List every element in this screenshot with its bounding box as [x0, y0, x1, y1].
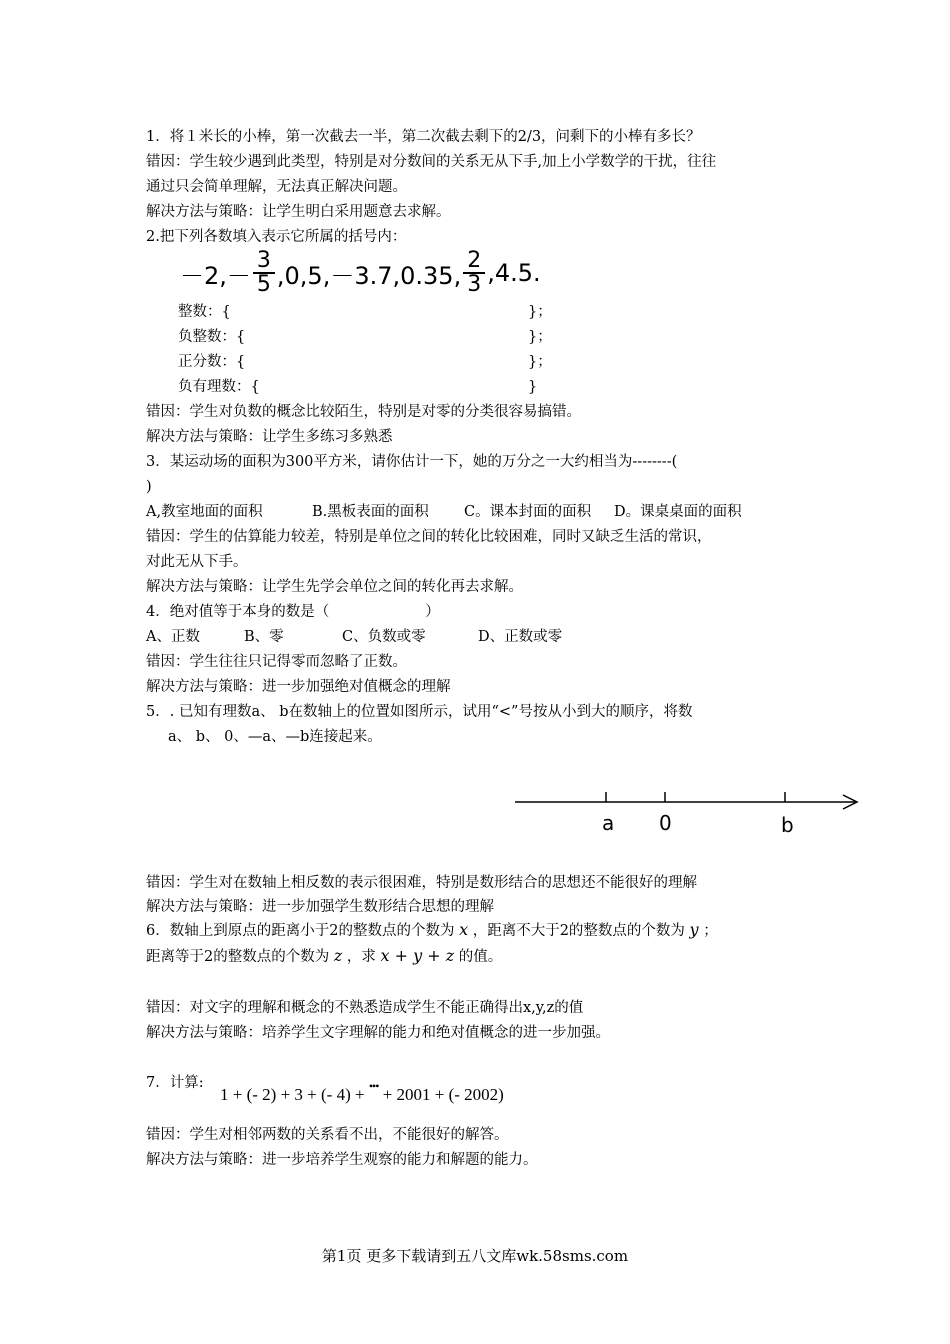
q4-error: 错因：学生往往只记得零而忽略了正数。 — [146, 654, 407, 670]
q5-error: 错因：学生对在数轴上相反数的表示很困难，特别是数形结合的思想还不能很好的理解 — [146, 875, 697, 891]
q7-expression-left: 1 + (- 2) + 3 + (- 4) + — [220, 1085, 365, 1104]
q4-question-text: 4．绝对值等于本身的数是（ — [146, 604, 330, 620]
q4-option-d: D、正数或零 — [478, 629, 563, 645]
q3-strategy: 解决方法与策略：让学生先学会单位之间的转化再去求解。 — [146, 579, 523, 595]
q3-question-line1: 3．某运动场的面积为300平方米，请你估计一下，她的万分之一大约相当为--------( — [146, 454, 678, 470]
variable-x: x — [459, 920, 469, 939]
category-integers-label: 整数：{ — [178, 304, 231, 320]
q6-text-part4: 距离等于2的整数点的个数为 — [146, 949, 330, 965]
q5-strategy: 解决方法与策略：进一步加强学生数形结合思想的理解 — [146, 899, 494, 915]
q6-question-line1 — [146, 920, 718, 941]
fraction-denominator: 3 — [467, 272, 482, 297]
variable-y: y — [689, 920, 699, 939]
number-line-diagram — [505, 780, 870, 840]
q7-error: 错因：学生对相邻两数的关系看不出，不能很好的解答。 — [146, 1127, 509, 1143]
fraction-numerator: 2 — [467, 248, 482, 273]
category-negative-rationals-label: 负有理数：{ — [178, 379, 260, 395]
q2-question: 2.把下列各数填入表示它所属的括号内： — [146, 229, 407, 245]
q7-expression — [220, 1079, 504, 1105]
q3-error-line1: 错因：学生的估算能力较差，特别是单位之间的转化比较困难，同时又缺乏生活的常识， — [146, 529, 712, 545]
label-a: a — [602, 811, 615, 835]
q1-error-line2: 通过只会简单理解，无法真正解决问题。 — [146, 179, 407, 195]
q4-option-c: C、负数或零 — [342, 629, 426, 645]
q6-text-part5: ，求 — [346, 949, 376, 965]
category-positive-fractions-label: 正分数：{ — [178, 354, 246, 370]
q2-number-list — [180, 248, 541, 298]
category-negative-integers-label: 负整数：{ — [178, 329, 246, 345]
q1-strategy: 解决方法与策略：让学生明白采用题意去求解。 — [146, 204, 451, 220]
q7-label: 7．计算: — [146, 1075, 204, 1091]
fraction-denominator: 5 — [256, 272, 271, 297]
q7-expression-right: + 2001 + (- 2002) — [382, 1085, 504, 1104]
q3-options — [146, 502, 742, 522]
q4-option-b: B、零 — [244, 629, 284, 645]
q2-strategy: 解决方法与策略：让学生多练习多熟悉 — [146, 429, 393, 445]
q3-error-line2: 对此无从下手。 — [146, 554, 248, 570]
q3-option-b: B.黑板表面的面积 — [312, 504, 429, 520]
q6-text-part2: ，距离不大于2的整数点的个数为 — [472, 923, 685, 939]
q2-numbers-part3: ,4.5. — [487, 259, 541, 287]
q3-option-d: D。课桌桌面的面积 — [614, 504, 742, 520]
category-positive-fractions-close: }； — [528, 354, 552, 370]
label-b: b — [781, 813, 794, 837]
category-negative-rationals-close: } — [528, 379, 538, 395]
q4-question-close: ） — [425, 604, 440, 620]
category-integers-close: }； — [528, 304, 552, 320]
q6-text-part1: 6．数轴上到原点的距离小于2的整数点的个数为 — [146, 923, 455, 939]
expression-x-plus-y-plus-z: x + y + z — [380, 946, 455, 965]
q6-error: 错因：对文字的理解和概念的不熟悉造成学生不能正确得出x,y,z的值 — [146, 1000, 584, 1016]
ellipsis-dots: ••• — [368, 1079, 379, 1093]
q1-error-line1: 错因：学生较少遇到此类型，特别是对分数间的关系无从下手,加上小学数学的干扰，往往 — [146, 154, 717, 170]
q2-error: 错因：学生对负数的概念比较陌生，特别是对零的分类很容易搞错。 — [146, 404, 581, 420]
q2-numbers-part1: －2,－ — [180, 261, 251, 290]
label-zero: 0 — [659, 811, 672, 835]
q4-options — [146, 627, 562, 647]
q3-option-a: A,教室地面的面积 — [146, 504, 263, 520]
variable-z: z — [333, 946, 343, 965]
q3-option-c: C。课本封面的面积 — [464, 504, 592, 520]
q6-text-part6: 的值。 — [458, 949, 503, 965]
q1-question: 1．将１米长的小棒，第一次截去一半，第二次截去剩下的2/3，问剩下的小棒有多长？ — [146, 129, 701, 145]
q5-question-line1: 5．. 已知有理数a、 b在数轴上的位置如图所示，试用“<”号按从小到大的顺序，将数 — [146, 704, 693, 720]
category-negative-integers-close: }； — [528, 329, 552, 345]
q5-question-line2: a、 b、 0、—a、—b连接起来。 — [168, 729, 382, 745]
q6-question-line2 — [146, 946, 502, 967]
q6-strategy: 解决方法与策略：培养学生文字理解的能力和绝对值概念的进一步加强。 — [146, 1025, 610, 1041]
page-footer: 第1页 更多下载请到五八文库wk.58sms.com — [321, 1247, 629, 1265]
q7-strategy: 解决方法与策略：进一步培养学生观察的能力和解题的能力。 — [146, 1152, 538, 1168]
q4-strategy: 解决方法与策略：进一步加强绝对值概念的理解 — [146, 679, 451, 695]
q6-text-part3: ； — [703, 923, 718, 939]
q4-question — [146, 602, 440, 622]
q3-question-line2: ) — [146, 479, 152, 495]
fraction-three-fifths — [253, 250, 275, 296]
fraction-numerator: 3 — [256, 248, 271, 273]
q2-numbers-part2: ,0,5,－3.7,0.35, — [276, 261, 462, 290]
q4-option-a: A、正数 — [146, 629, 200, 645]
fraction-two-thirds — [463, 250, 485, 296]
